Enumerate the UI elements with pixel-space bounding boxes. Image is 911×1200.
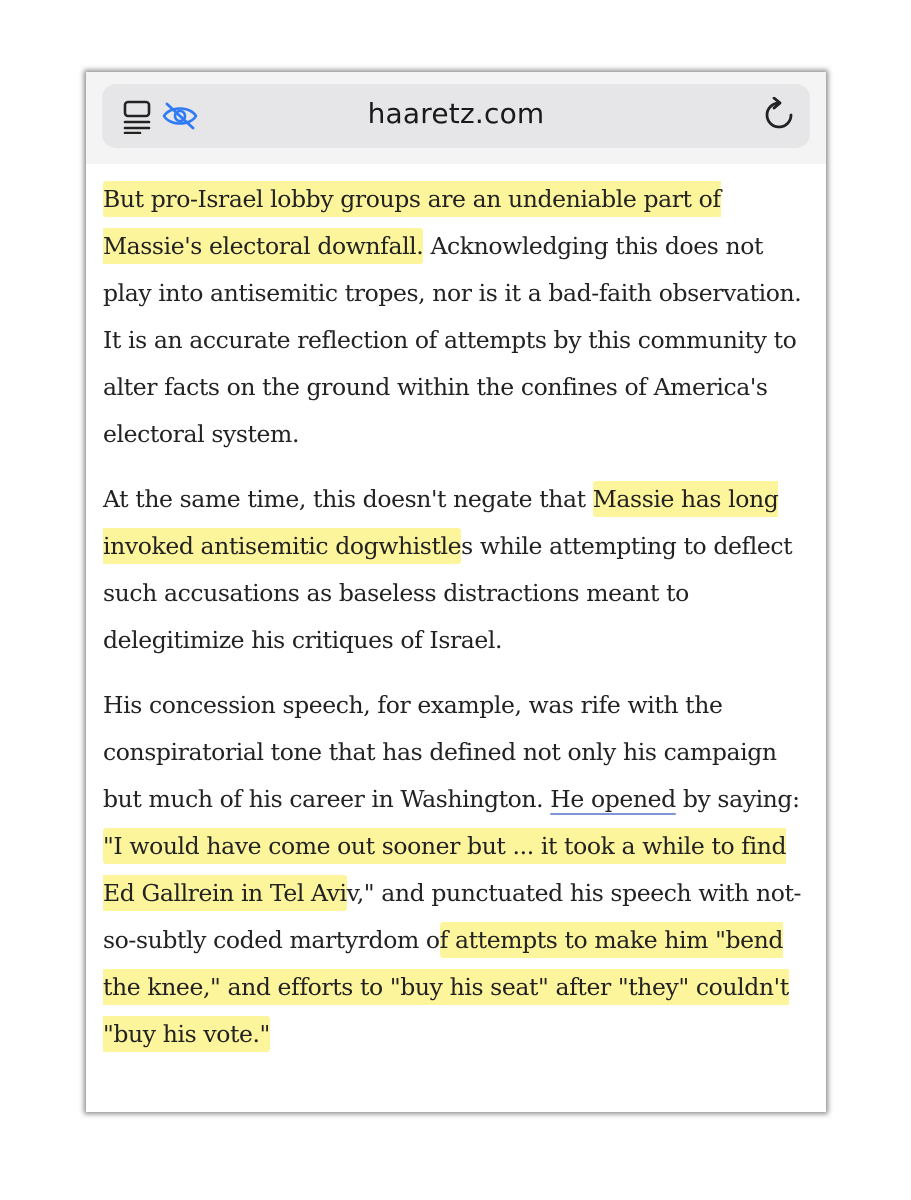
- paragraph-1: [103, 176, 809, 458]
- paragraph-2: [103, 476, 809, 664]
- highlighted-text: But pro-Israel lobby groups are an undeniable part of Massie's electoral downfall.: [103, 185, 721, 260]
- paragraph-text: His concession speech, for example, was rife with the conspiratorial tone that has defined not only his campaign but much of his career in Washington.: [103, 691, 777, 813]
- highlighted-text: "I would have come out sooner but ... it took a while to find Ed Gallrein in Tel Avi: [103, 832, 787, 907]
- paragraph-text: by saying:: [675, 785, 800, 813]
- screenshot-card: [86, 72, 826, 1112]
- paragraph-text: v," and punctuated his speech with not-so-subtly coded martyrdom o: [103, 879, 802, 954]
- reload-icon[interactable]: [762, 97, 796, 133]
- url-domain[interactable]: haaretz.com: [367, 97, 545, 130]
- paragraph-text: Acknowledging this does not play into antisemitic tropes, nor is it a bad-faith observation. It is an accurate reflection of attempts by this community to alter facts on the ground within the confines of America's electoral system.: [103, 232, 802, 448]
- article-link[interactable]: He opened: [550, 785, 676, 813]
- paragraph-text: s while attempting to deflect such accusations as baseless distractions meant to delegitimize his critiques of Israel.: [103, 532, 793, 654]
- highlighted-text: f attempts to make him "bend the knee," and efforts to "buy his seat" after "they" couldn't "buy his vote.": [103, 926, 789, 1048]
- browser-toolbar: [86, 72, 826, 164]
- address-bar[interactable]: [102, 84, 810, 148]
- article-body: [103, 176, 809, 1076]
- highlighted-text: Massie has long invoked antisemitic dogwhistle: [103, 485, 779, 560]
- paragraph-3: [103, 682, 809, 1058]
- paragraph-text: At the same time, this doesn't negate that: [103, 485, 593, 513]
